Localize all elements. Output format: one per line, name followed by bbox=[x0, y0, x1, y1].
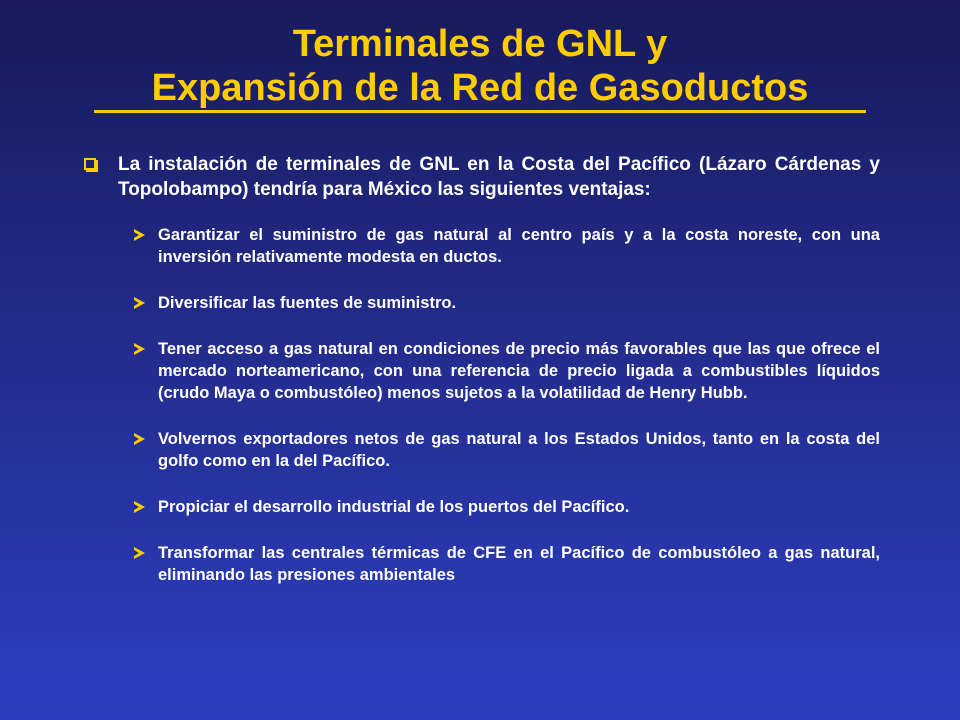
sub-bullet bbox=[134, 224, 880, 268]
sub-bullet bbox=[134, 542, 880, 586]
slide-title bbox=[0, 22, 960, 113]
sub-bullet bbox=[134, 292, 880, 314]
arrow-bullet-icon bbox=[134, 297, 145, 309]
square-bullet-icon bbox=[84, 158, 96, 170]
slide-content bbox=[82, 152, 880, 610]
arrow-bullet-icon bbox=[134, 433, 145, 445]
title-line-2: Expansión de la Red de Gasoductos bbox=[94, 66, 867, 113]
sub-bullet-text: Propiciar el desarrollo industrial de los puertos del Pacífico. bbox=[158, 498, 630, 516]
sub-bullet-text: Volvernos exportadores netos de gas natural a los Estados Unidos, tanto en la costa del golfo como en la del Pacífico. bbox=[158, 430, 880, 470]
sub-bullet-text: Tener acceso a gas natural en condiciones de precio más favorables que las que ofrece el mercado norteamericano, con una referencia de precio ligada a combustibles líquidos (crudo Maya o combustóleo) menos sujetos a la volatilidad de Henry Hubb. bbox=[158, 340, 880, 402]
arrow-bullet-icon bbox=[134, 547, 145, 559]
arrow-bullet-icon bbox=[134, 229, 145, 241]
sub-bullet bbox=[134, 496, 880, 518]
main-bullet bbox=[82, 152, 880, 202]
sub-bullet-text: Diversificar las fuentes de suministro. bbox=[158, 294, 457, 312]
main-bullet-text: La instalación de terminales de GNL en la Costa del Pacífico (Lázaro Cárdenas y Topolobampo) tendría para México las siguientes ventajas: bbox=[118, 154, 880, 200]
sub-bullet bbox=[134, 428, 880, 472]
title-line-1: Terminales de GNL y bbox=[292, 23, 668, 65]
arrow-bullet-icon bbox=[134, 343, 145, 355]
sub-bullet-text: Transformar las centrales térmicas de CFE en el Pacífico de combustóleo a gas natural, eliminando las presiones ambientales bbox=[158, 544, 880, 584]
arrow-bullet-icon bbox=[134, 501, 145, 513]
sub-bullet-text: Garantizar el suministro de gas natural al centro país y a la costa noreste, con una inversión relativamente modesta en ductos. bbox=[158, 226, 880, 266]
sub-bullet bbox=[134, 338, 880, 404]
sub-bullet-list bbox=[134, 224, 880, 586]
